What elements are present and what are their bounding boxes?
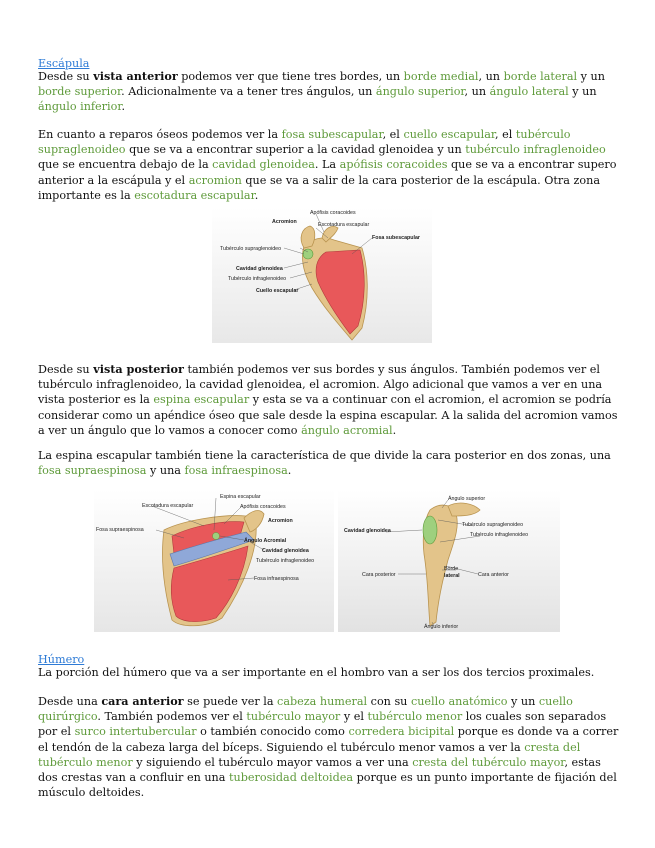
section-heading-escapula[interactable]: Escápula [38,57,90,70]
term-highlight: escotadura escapular [134,188,255,202]
label-cuello-escapular: Cuello escapular [256,288,299,294]
figure-scapula-lateral [338,490,560,632]
section-heading-humero[interactable]: Húmero [38,653,85,666]
text-run: y siguiendo el tubérculo mayor vamos a ver una [132,755,413,769]
label-acromion: Acromion [268,518,293,524]
label-angulo-acromial: Ángulo Acromial [244,538,287,544]
label-tuberculo-supraglenoideo: Tubérculo supraglenoideo [220,246,282,252]
bold-term: vista posterior [93,362,184,376]
label-fosa-subescapular: Fosa subescapular [372,235,420,241]
term-highlight: borde lateral [503,70,578,83]
label-angulo-superior: Ángulo superior [448,496,486,502]
label-angulo-inferior: Ángulo inferior [424,624,459,630]
text-run: , el [382,128,404,141]
paragraph [38,362,620,438]
term-highlight: fosa infraespinosa [184,464,288,478]
text-run: con su [367,695,411,708]
text-run: y esta se va a continuar con el acromion, el acromion se podría considerar como un apéndice óseo que sale desde la espina escapular. A la salida del acromion vamos a ver un ángulo que lo vamos a conocer como [38,393,618,437]
label-espina-escapular: Espina escapular [220,494,261,500]
label-escotadura-escapular: Escotadura escapular [142,503,194,509]
term-highlight: espina escapular [153,393,250,407]
paragraph [38,665,620,680]
text-run: Desde una [38,695,102,708]
text-run: que se va a encontrar supero anterior a la escápula y el [38,158,617,187]
label-cavidad-glenoidea: Cavidad glenoidea [262,548,309,554]
term-highlight: tubérculo supraglenoideo [38,128,571,157]
text-run: y el [340,710,368,724]
text-run: se puede ver la [183,695,278,708]
term-highlight: apófisis coracoides [339,158,448,172]
term-highlight: cuello anatómico [410,695,508,708]
term-highlight: cabeza humeral [277,695,368,708]
paragraph [38,694,620,800]
term-highlight: tuberosidad deltoidea [229,771,354,785]
term-highlight: fosa supraespinosa [38,464,147,478]
term-highlight: ángulo acromial [301,423,393,437]
text-run: , un [478,70,504,83]
text-run: y un [507,695,539,708]
label-tuberculo-supraglenoideo: Tubérculo supraglenoideo [462,522,524,528]
text-run: , el [495,128,516,141]
bold-term: cara anterior [101,694,184,708]
text-run: porque es un punto importante de fijación del músculo deltoides. [38,771,617,800]
figure-scapula-posterior [94,490,334,632]
text-run: . La [314,158,340,172]
term-highlight: borde medial [403,70,479,83]
term-highlight: cavidad glenoidea [212,158,315,172]
term-highlight: cuello escapular [403,128,496,141]
label-apofisis-coracoides: Apófisis coracoides [310,210,356,216]
label-cavidad-glenoidea: Cavidad glenoidea [236,266,283,272]
text-run: que se encuentra debajo de la [38,158,213,172]
text-run: Desde su [38,70,94,83]
text-run: . [254,188,259,202]
text-run: La espina escapular también tiene la característica de que divide la cara posterior en dos zonas, una [38,449,611,462]
text-run: . Adicionalmente va a tener tres ángulos, un [121,85,376,99]
term-highlight: ángulo superior [375,85,465,99]
label-tuberculo-infraglenoideo: Tubérculo infraglenoideo [228,276,287,282]
label-cara-posterior: Cara posterior [362,572,396,578]
label-fosa-infraespinosa: Fosa infraespinosa [254,576,299,582]
text-run: también podemos ver sus bordes y sus ángulos. También podemos ver el tubérculo infraglenoideo, la cavidad glenoidea, el acromion. Algo adicional que vamos a ver en una vista posterior es la [38,363,603,407]
text-run: que se va a encontrar superior a la cavidad glenoidea y un [125,143,466,157]
term-highlight: acromion [188,173,242,187]
term-highlight: cresta del tubérculo mayor [412,755,565,769]
paragraph [38,127,620,203]
paragraph [38,448,620,478]
term-highlight: surco intertubercular [74,725,197,739]
label-apofisis-coracoides: Apófisis coracoides [240,504,286,510]
label-escotadura-escapular: Escotadura escapular [318,222,370,228]
term-highlight: tubérculo menor [367,710,463,724]
angulo-acromial-marker [213,533,220,540]
text-run: La porción del húmero que va a ser importante en el hombro van a ser los dos tercios proximales. [38,666,595,679]
text-run: . [287,464,292,478]
text-run: , estas dos crestas van a confluir en una [38,755,601,785]
text-run: Desde su [38,363,94,376]
label-fosa-supraespinosa: Fosa supraespinosa [96,527,144,533]
figure-scapula-anterior [212,208,432,343]
text-run: y una [146,464,185,478]
label-borde-lateral: Borde [444,566,459,572]
label-tuberculo-infraglenoideo: Tubérculo infraglenoideo [256,558,315,564]
label-cavidad-glenoidea: Cavidad glenoidea [344,528,391,534]
label-tuberculo-infraglenoideo: Tubérculo infraglenoideo [470,532,529,538]
text-run: . [392,423,397,437]
text-run: . [121,100,125,114]
text-run: y un [577,70,605,83]
term-highlight: ángulo lateral [489,85,569,99]
text-run: porque es donde va a correr el tendón de la cabeza larga del bíceps. Siguiendo el tubérculo menor vamos a ver la [38,725,619,754]
paragraph [38,69,620,115]
text-run: y un [568,85,597,99]
term-highlight: corredera bicipital [348,725,455,739]
text-run: En cuanto a reparos óseos podemos ver la [38,128,282,141]
label-acromion: Acromion [272,219,297,225]
term-highlight: tubérculo mayor [246,710,341,724]
bold-term: vista anterior [93,69,178,83]
text-run: que se va a salir de la cara posterior de la escápula. Otra zona importante es la [38,173,600,202]
cavidad-glenoidea-marker [423,516,437,544]
label-cara-anterior: Cara anterior [478,572,509,578]
label-borde-lateral: lateral [444,573,460,579]
term-highlight: fosa subescapular [281,128,383,141]
term-highlight: ángulo inferior [38,100,122,114]
cavidad-glenoidea-marker [303,249,313,259]
term-highlight: borde superior [38,85,122,99]
text-run: podemos ver que tiene tres bordes, un [177,70,404,83]
term-highlight: cresta del tubérculo menor [38,740,581,769]
text-run: , un [464,85,490,99]
text-run: o también conocido como [196,725,349,739]
term-highlight: tubérculo infraglenoideo [465,143,606,157]
text-run: . También podemos ver el [97,710,247,724]
text-run: los cuales son separados por el [38,710,607,739]
term-highlight: cuello quirúrgico [38,695,573,724]
